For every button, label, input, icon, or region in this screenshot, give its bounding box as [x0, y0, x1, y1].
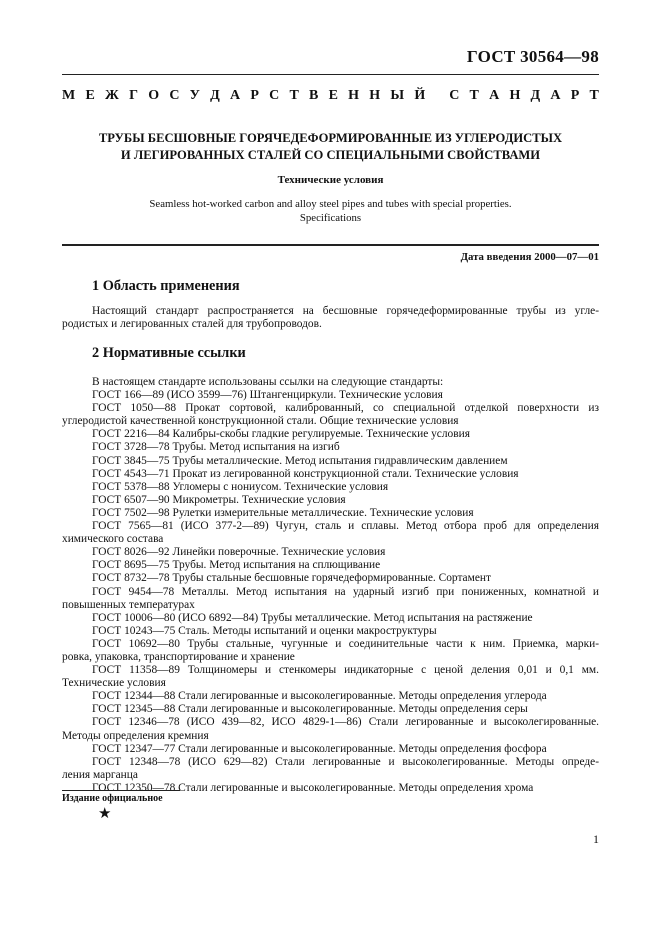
banner-letter: В — [309, 88, 319, 103]
banner-letter: Ы — [390, 88, 405, 103]
banner-letter: Д — [530, 88, 541, 103]
section2-line: химического состава — [62, 533, 164, 546]
section2-line: Технические условия — [62, 677, 166, 690]
banner-letter: Т — [589, 88, 599, 103]
banner-letter: А — [230, 88, 241, 103]
section2-line: углеродистой качественной конструкционной стали. Общие технические условия — [62, 415, 459, 428]
section2-line: ГОСТ 5378—88 Угломеры с нониусом. Технические условия — [92, 480, 389, 493]
section2-line: В настоящем стандарте использованы ссылки на следующие стандарты: — [92, 376, 444, 388]
title-line-2: И ЛЕГИРОВАННЫХ СТАЛЕЙ СО СПЕЦИАЛЬНЫМИ СВОЙСТВАМИ — [120, 148, 541, 162]
section2-line: Методы определения кремния — [62, 729, 209, 742]
footer-rule — [62, 790, 180, 791]
section2-line: ГОСТ 3728—78 Трубы. Метод испытания на изгиб — [92, 441, 340, 454]
banner-letter: О — [148, 88, 160, 103]
section2-line: ГОСТ 12348—78 (ИСО 629—82) Стали легированные и высоколегированные. Методы опреде- — [92, 755, 599, 768]
document-title — [62, 130, 599, 164]
title-line-1: ТРУБЫ БЕСШОВНЫЕ ГОРЯЧЕДЕФОРМИРОВАННЫЕ ИЗ УГЛЕРОДИСТЫХ — [98, 131, 563, 145]
banner-letter: М — [62, 88, 76, 103]
section2-line: ГОСТ 10692—80 Трубы стальные, чугунные и соединительные части к ним. Приемка, марки- — [92, 637, 599, 650]
english-title-line-2: Specifications — [299, 211, 362, 224]
banner-letter: Т — [289, 88, 299, 103]
section-2-body — [62, 376, 599, 795]
banner-letter: Т — [469, 88, 479, 103]
section2-line: ГОСТ 12347—77 Стали легированные и высоколегированные. Методы определения фосфора — [92, 742, 547, 755]
banner-letter: Г — [129, 88, 138, 103]
english-title — [62, 198, 599, 225]
section1-line: Настоящий стандарт распространяется на бесшовные горячедеформированные трубы из угле- — [92, 305, 599, 317]
section2-line: ГОСТ 166—89 (ИСО 3599—76) Штангенциркули. Технические условия — [92, 389, 443, 402]
section2-line: ГОСТ 12346—78 (ИСО 439—82, ИСО 4829-1—86) Стали легированные и высоколегированные. — [92, 716, 599, 729]
section2-line: ГОСТ 8695—75 Трубы. Метод испытания на сплющивание — [92, 559, 381, 572]
section2-line: ГОСТ 12344—88 Стали легированные и высоколегированные. Методы определения углерода — [92, 690, 547, 703]
page-number: 1 — [593, 832, 599, 846]
section2-line: ГОСТ 2216—84 Калибры-скобы гладкие регулируемые. Технические условия — [92, 428, 470, 441]
banner-letter: А — [550, 88, 561, 103]
banner-letter: С — [169, 88, 180, 103]
section2-line: ГОСТ 7565—81 (ИСО 377-2—89) Чугун, сталь и сплавы. Метод отбора проб для определения — [92, 520, 599, 533]
banner-letter: Е — [328, 88, 338, 103]
section2-line: ГОСТ 10006—80 (ИСО 6892—84) Трубы металлические. Метод испытания на растяжение — [92, 611, 533, 624]
section1-line: родистых и легированных сталей для трубопроводов. — [62, 318, 322, 331]
section2-line: ГОСТ 8732—78 Трубы стальные бесшовные горячедеформированные. Сортамент — [92, 572, 491, 585]
section2-line: ГОСТ 9454—78 Металлы. Метод испытания на ударный изгиб при пониженных, комнатной и — [92, 585, 599, 598]
banner-letter: С — [269, 88, 280, 103]
banner-letter: Д — [210, 88, 220, 103]
standard-code: ГОСТ 30564—98 — [466, 47, 599, 66]
section2-line: ГОСТ 6507—90 Микрометры. Технические условия — [92, 493, 346, 506]
document-subtitle: Технические условия — [277, 174, 384, 186]
section2-line: ления марганца — [62, 768, 138, 781]
section2-line: повышенных температурах — [62, 598, 195, 611]
section2-line: ГОСТ 12350—78 Стали легированные и высоколегированные. Методы определения хрома — [92, 781, 534, 794]
section2-line: ГОСТ 4543—71 Прокат из легированной конструкционной стали. Технические условия — [92, 467, 519, 480]
section2-line: ровка, упаковка, транспортирование и хранение — [62, 650, 295, 663]
banner-letter: Ж — [105, 88, 119, 103]
banner-letter — [435, 88, 439, 104]
top-rule — [62, 74, 599, 75]
banner-letter: Й — [414, 88, 426, 103]
banner-letter: Е — [85, 88, 95, 103]
banner-letter: А — [489, 88, 500, 103]
section2-line: ГОСТ 10243—75 Сталь. Методы испытаний и оценки макроструктуры — [92, 624, 437, 637]
section2-line: ГОСТ 8026—92 Линейки поверочные. Технические условия — [92, 546, 386, 559]
english-title-line-1: Seamless hot-worked carbon and alloy steel pipes and tubes with special properties. — [149, 198, 512, 210]
banner-letter: С — [449, 88, 460, 103]
banner-letter: Р — [250, 88, 259, 103]
section2-line: ГОСТ 7502—98 Рулетки измерительные металлические. Технические условия — [92, 506, 474, 519]
star-icon: ★ — [98, 806, 112, 822]
banner-letter: Н — [348, 88, 360, 103]
banner-letter: Н — [509, 88, 521, 103]
section-1-heading: 1 Область применения — [92, 278, 240, 294]
section-2-heading: 2 Нормативные ссылки — [92, 345, 246, 361]
section2-line: ГОСТ 1050—88 Прокат сортовой, калиброванный, со специальной отделкой поверхности из — [92, 402, 599, 415]
banner-letter: Н — [369, 88, 381, 103]
interstate-standard-banner — [62, 88, 599, 104]
banner-letter: Р — [570, 88, 580, 103]
banner-letter: У — [189, 88, 200, 103]
introduction-date: Дата введения 2000—07—01 — [460, 251, 599, 263]
section2-line: ГОСТ 3845—75 Трубы металлические. Метод испытания гидравлическим давлением — [92, 454, 508, 467]
section2-line: ГОСТ 11358—89 Толщиномеры и стенкомеры индикаторные с ценой деления 0,01 и 0,1 мм. — [92, 664, 599, 677]
section2-line: ГОСТ 12345—88 Стали легированные и высоколегированные. Методы определения серы — [92, 703, 528, 716]
section-1-body — [62, 305, 599, 331]
title-rule — [62, 244, 599, 246]
official-edition-label: Издание официальное — [62, 793, 163, 804]
